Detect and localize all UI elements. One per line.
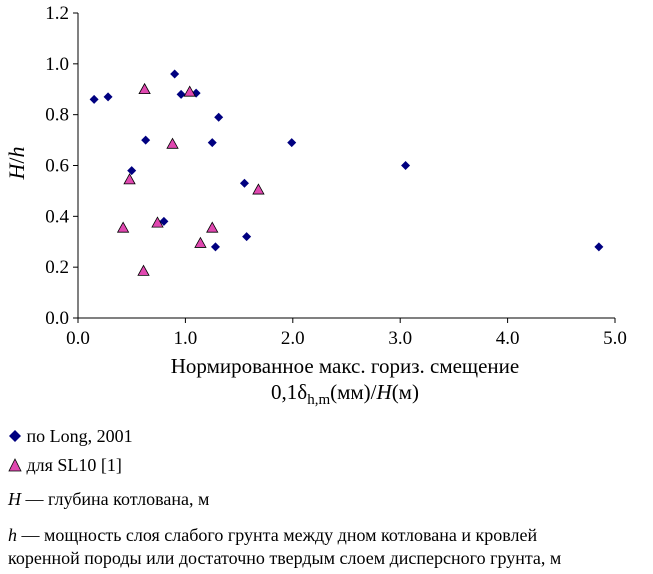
x-axis-label-line2: $0,1\delta_{h,m}(мм)/H(м)$ [271,380,419,408]
point-long [170,70,179,79]
note-h: h — мощность слоя слабого грунта между дном котлована и кровлей [8,525,538,545]
note-H: H — глубина котлована, м [8,489,210,509]
y-tick-label: 1.2 [45,3,69,24]
x-tick-label: 2.0 [280,328,305,349]
point-long [240,179,249,188]
point-long [141,136,150,145]
axes [73,13,615,323]
point-long [104,92,113,101]
x-tick-label: 4.0 [495,328,520,349]
point-long [177,90,186,99]
x-axis-label-line1: Нормированное макс. гориз. смещение [170,354,520,378]
x-tick-label: 5.0 [603,328,627,349]
x-tick-label: 1.0 [173,328,198,349]
point-sl10 [118,222,129,232]
point-sl10 [124,174,135,184]
y-tick-label: 0.8 [45,104,69,126]
data-points [90,70,604,276]
y-tick-label: 1.0 [45,53,69,75]
point-long [401,161,410,170]
point-long [287,138,296,147]
point-long [594,242,603,251]
x-tick-label: 3.0 [388,328,413,349]
point-sl10 [207,222,218,232]
point-long [208,138,217,147]
point-sl10 [139,84,150,94]
point-sl10 [138,265,149,275]
note-h-cont: коренной породы или достаточно твердым слоем дисперсного грунта, м [8,548,562,568]
y-axis-label: H/h [4,146,29,180]
legend-item-long [8,426,133,447]
y-tick-label: 0.2 [45,257,69,279]
legend-label: для SL10 [1] [26,455,122,475]
point-sl10 [195,238,206,248]
point-long [211,242,220,251]
legend-label: по Long, 2001 [26,426,133,446]
y-tick-label: 0.4 [45,206,69,228]
point-long [242,232,251,241]
point-long [90,95,99,104]
point-sl10 [167,138,178,148]
point-sl10 [253,184,264,194]
x-tick-label: 0.0 [66,328,90,349]
y-tick-label: 0.6 [45,155,69,177]
diamond-marker-icon [8,429,22,443]
legend-item-sl10 [8,455,122,476]
y-tick-label: 0.0 [45,308,69,329]
triangle-marker-icon [8,458,22,472]
tick-labels [45,3,627,349]
point-long [127,166,136,175]
point-long [214,113,223,122]
